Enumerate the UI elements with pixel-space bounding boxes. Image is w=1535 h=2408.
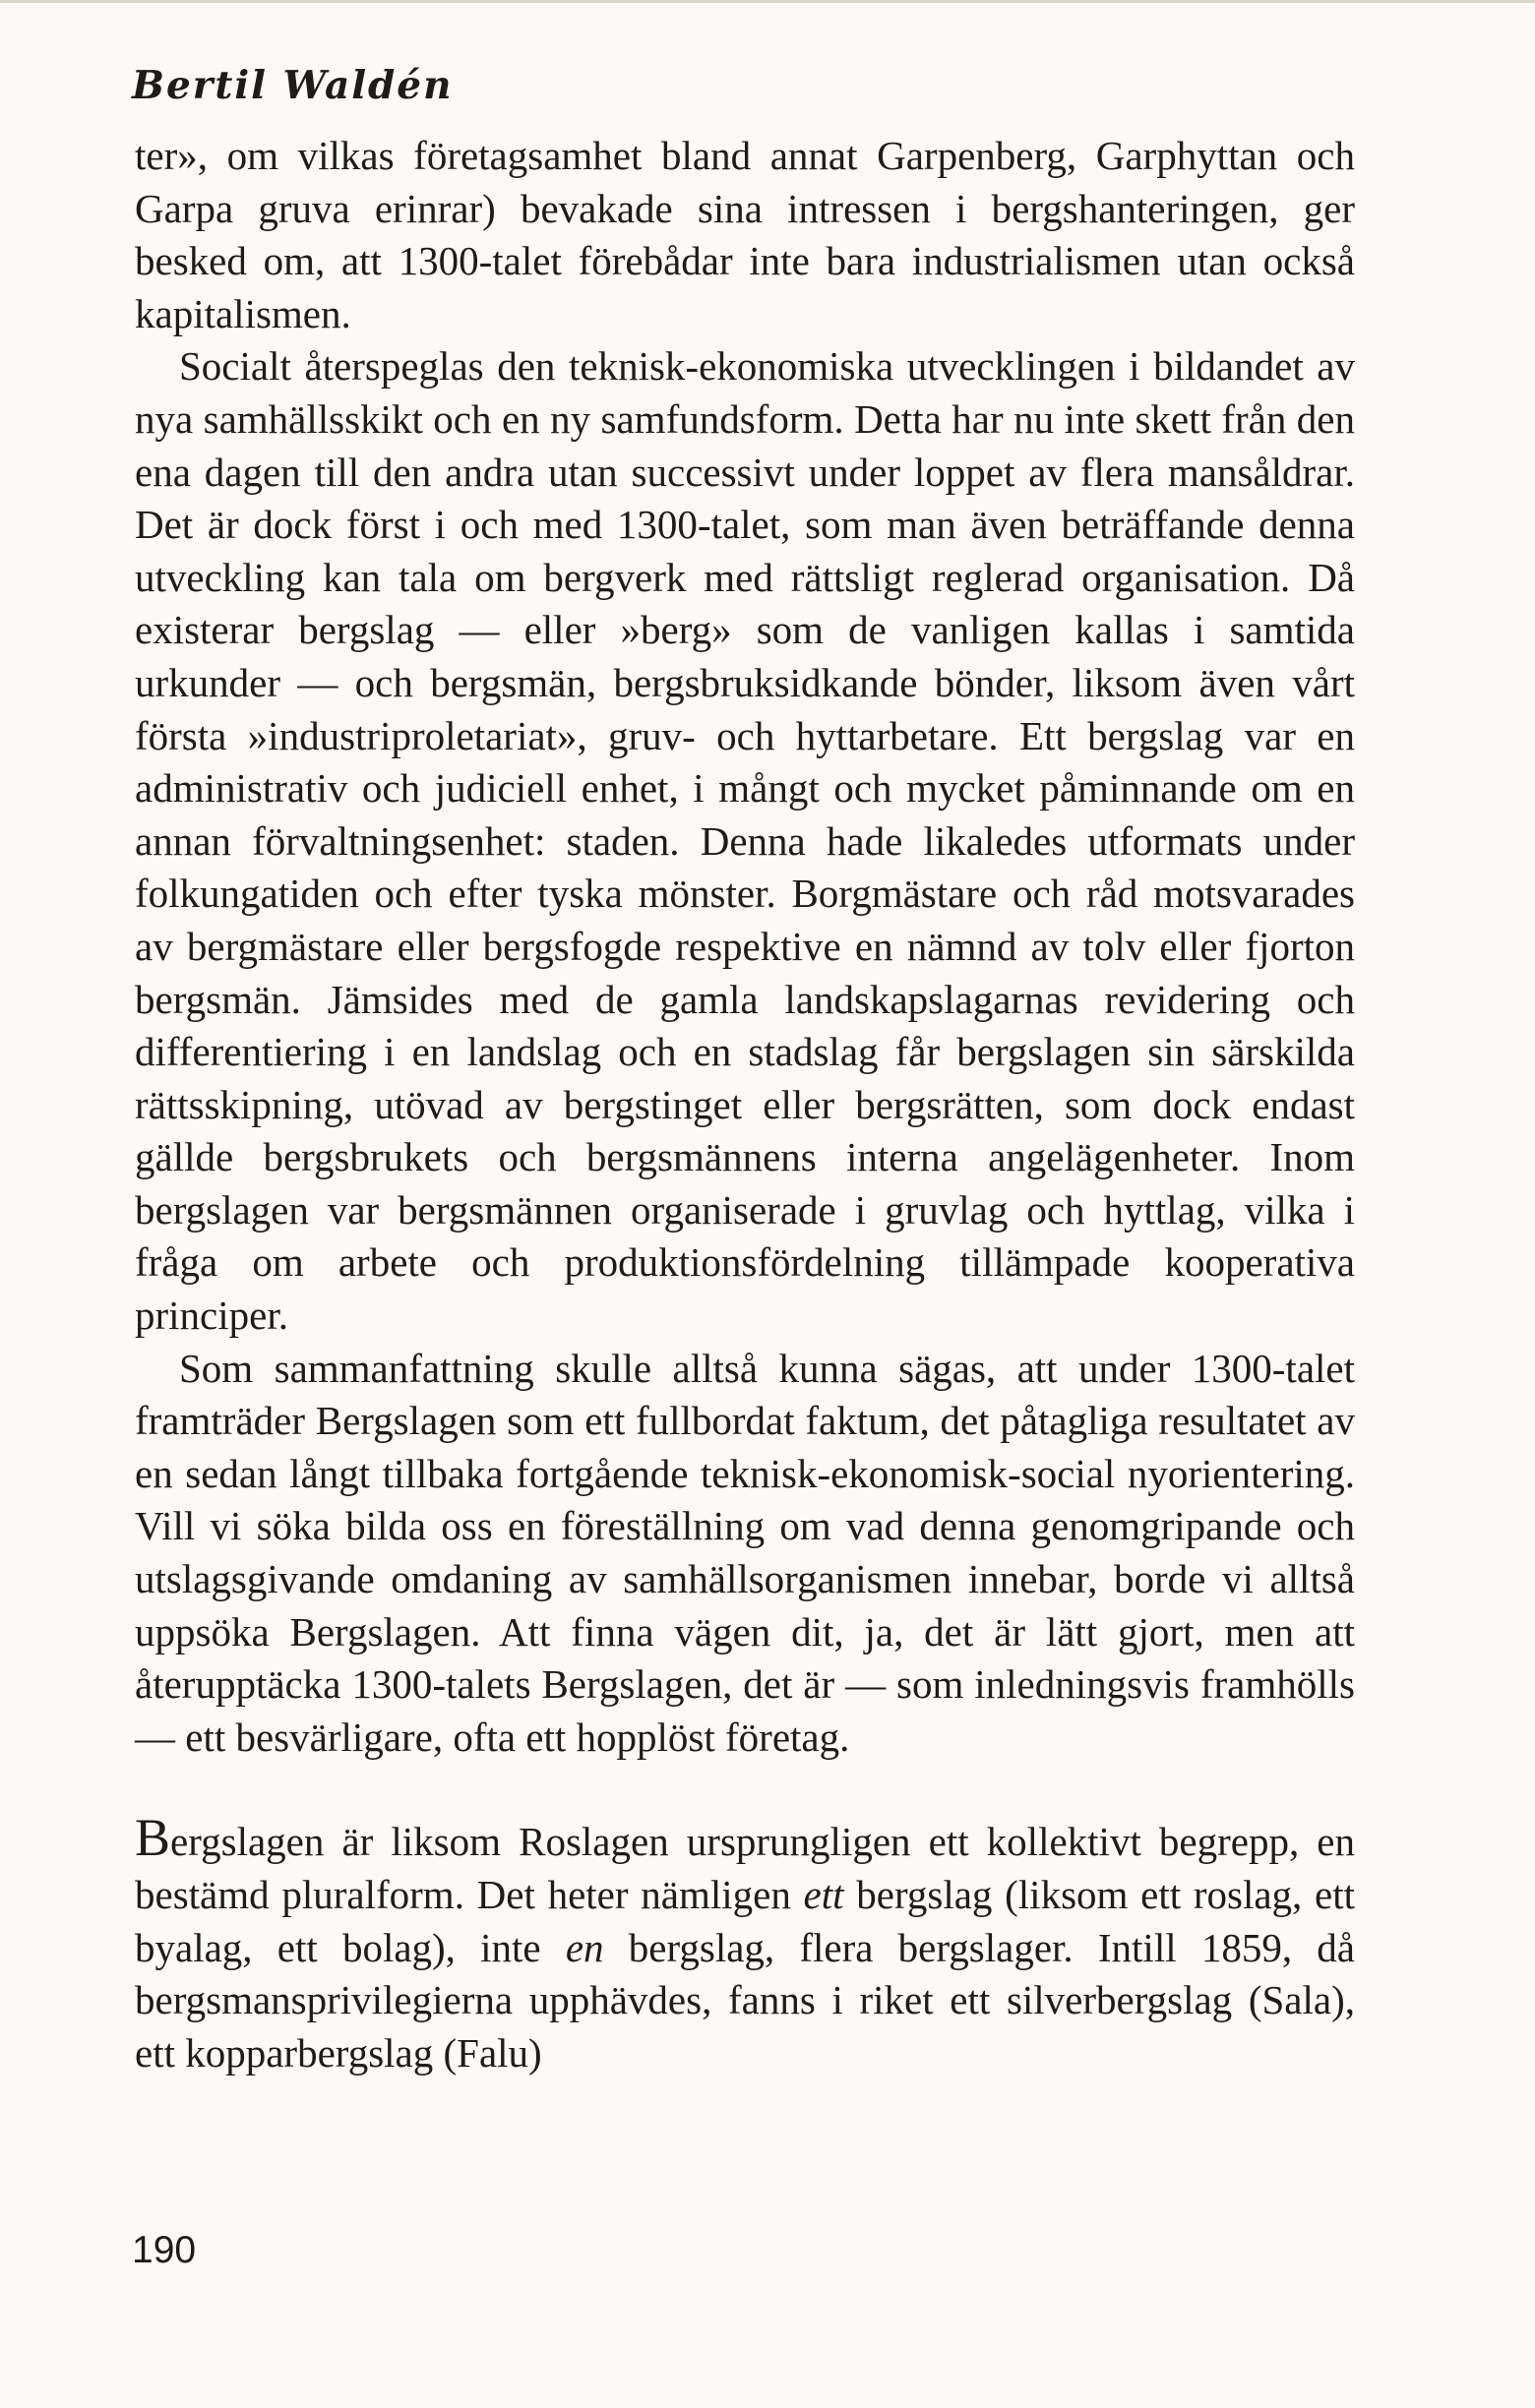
running-head-author: Bertil Waldén	[132, 63, 454, 108]
paragraph-text-part-2: bergslag (liksom ett roslag, ett byalag, ett bolag), inte	[135, 1872, 1355, 1970]
paragraph-text-part-1: ergslagen är liksom Roslagen ursprungligen ett kollektivt begrepp, en bestämd pluralform. Det heter nämligen	[135, 1819, 1355, 1917]
paragraph-bergslagen-definition	[135, 1808, 1355, 2079]
body-text	[135, 130, 1355, 2079]
initial-letter: B	[135, 1808, 171, 1868]
paragraph-social-development: Socialt återspeglas den teknisk-ekonomiska utvecklingen i bildandet av nya samhällsskikt och en ny samfundsform. Detta har nu inte skett från den ena dagen till den andra utan successivt under loppet av flera mansåldrar. Det är dock först i och med 1300-talet, som man även beträffande denna utveckling kan tala om bergverk med rättsligt reglerad organisation. Då existerar bergslag — eller »berg» som de vanligen kallas i samtida urkunder — och bergsmän, bergsbruksidkande bönder, liksom även vårt första »industriproletariat», gruv- och hyttarbetare. Ett bergslag var en administrativ och judiciell enhet, i mångt och mycket påminnande om en annan förvaltningsenhet: staden. Denna hade likaledes utformats under folkungatiden och efter tyska mönster. Borgmästare och råd motsvarades av bergmästare eller bergsfogde respektive en nämnd av tolv eller fjorton bergsmän. Jämsides med de gamla landskapslagarnas revidering och differentiering i en landslag och en stadslag får bergslagen sin särskilda rättsskipning, utövad av bergstinget eller bergsrätten, som dock endast gällde bergsbrukets och bergsmännens interna angelägenheter. Inom bergslagen var bergsmännen organiserade i gruvlag och hyttlag, vilka i fråga om arbete och produktionsfördelning tillämpade kooperativa principer.	[135, 343, 1355, 1339]
page-number: 190	[132, 2229, 197, 2271]
paragraph-continued: ter», om vilkas företagsamhet bland annat Garpenberg, Garphyttan och Garpa gruva erinrar) bevakade sina intressen i bergshanteringen, ger besked om, att 1300-talet förebådar inte bara industrialismen utan också kapitalismen.	[135, 133, 1355, 336]
paragraph-text-part-3: bergslag, flera bergslager. Intill 1859, då bergsmansprivilegierna upphävdes, fanns i riket ett silverbergslag (Sala), ett kopparbergslag (Falu)	[135, 1924, 1355, 2076]
section-break	[135, 1764, 1355, 1816]
emphasis-en: en	[565, 1924, 604, 1970]
emphasis-ett: ett	[803, 1872, 844, 1917]
paragraph-summary: Som sammanfattning skulle alltså kunna sägas, att under 1300-talet framträder Bergslagen som ett fullbordat faktum, det påtagliga resultatet av en sedan långt tillbaka fortgående teknisk-ekonomisk-social nyorientering. Vill vi söka bilda oss en föreställning om vad denna genomgripande och utslagsgivande omdaning av samhällsorganismen innebar, borde vi alltså uppsöka Bergslagen. Att finna vägen dit, ja, det är lätt gjort, men att återupptäcka 1300-talets Bergslagen, det är — som inledningsvis framhölls — ett besvärligare, ofta ett hopplöst företag.	[135, 1345, 1355, 1760]
page-top-edge	[0, 0, 1535, 3]
